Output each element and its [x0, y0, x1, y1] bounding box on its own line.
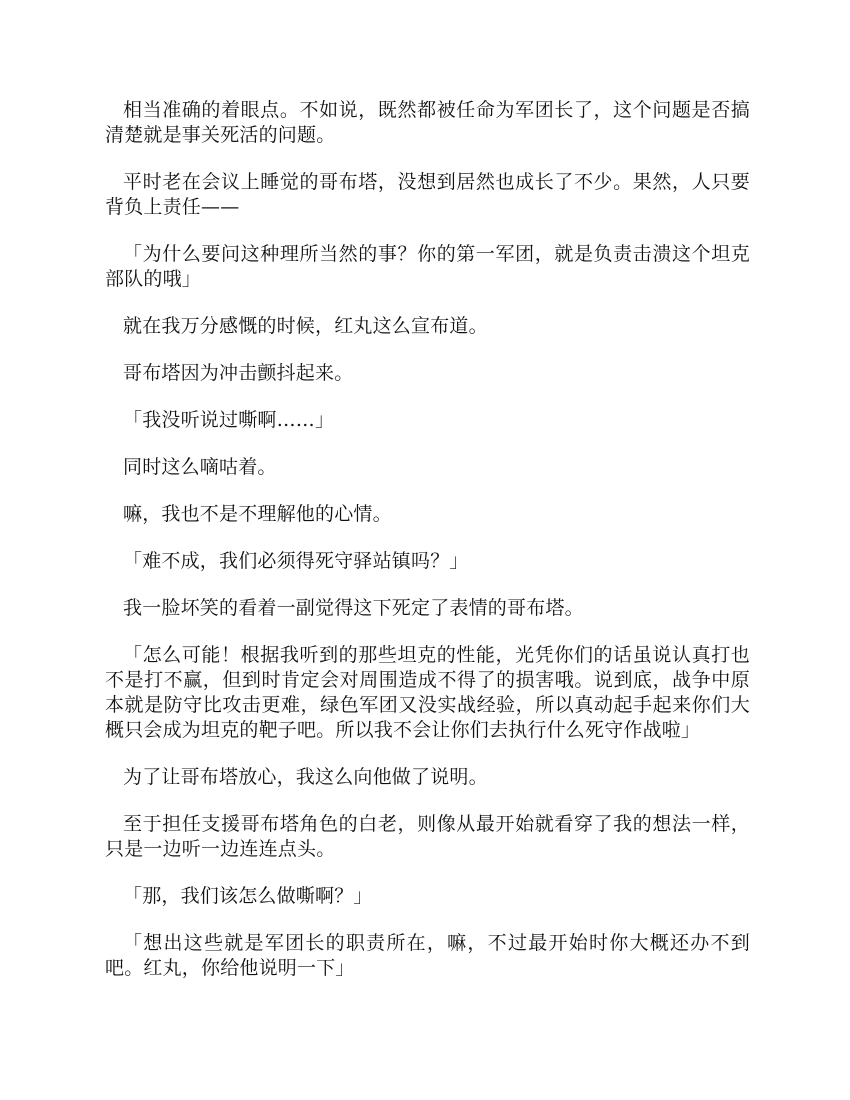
paragraph: 相当准确的着眼点。不如说，既然都被任命为军团长了，这个问题是否搞清楚就是事关死活的问题。: [105, 99, 750, 146]
paragraph: 至于担任支援哥布塔角色的白老，则像从最开始就看穿了我的想法一样，只是一边听一边连连点头。: [105, 813, 750, 860]
paragraph: 就在我万分感慨的时候，红丸这么宣布道。: [123, 315, 488, 337]
paragraph: 「难不成，我们必须得死守驿站镇吗？」: [123, 550, 469, 572]
paragraph: 哥布塔因为冲击颤抖起来。: [123, 362, 354, 384]
paragraph: 「为什么要问这种理所当然的事？你的第一军团，就是负责击溃这个坦克部队的哦」: [105, 243, 750, 290]
paragraph: 「那，我们该怎么做嘶啊？」: [123, 885, 373, 907]
paragraph: 同时这么嘀咕着。: [123, 456, 277, 478]
document-body: [105, 98, 750, 1003]
paragraph: 平时老在会议上睡觉的哥布塔，没想到居然也成长了不少。果然，人只要背负上责任——: [105, 171, 750, 218]
paragraph: 嘛，我也不是不理解他的心情。: [123, 503, 392, 525]
paragraph: 我一脸坏笑的看着一副觉得这下死定了表情的哥布塔。: [123, 597, 584, 619]
paragraph: 「我没听说过嘶啊……」: [123, 409, 335, 431]
paragraph: 「想出这些就是军团长的职责所在，嘛，不过最开始时你大概还办不到吧。红丸，你给他说明一下」: [105, 932, 750, 979]
paragraph: 「怎么可能！根据我听到的那些坦克的性能，光凭你们的话虽说认真打也不是打不赢，但到时肯定会对周围造成不得了的损害哦。说到底，战争中原本就是防守比攻击更难，绿色军团又没实战经验，所以真动起手起来你们大概只会成为坦克的靶子吧。所以我不会让你们去执行什么死守作战啦」: [105, 644, 750, 741]
paragraph: 为了让哥布塔放心，我这么向他做了说明。: [123, 766, 488, 788]
